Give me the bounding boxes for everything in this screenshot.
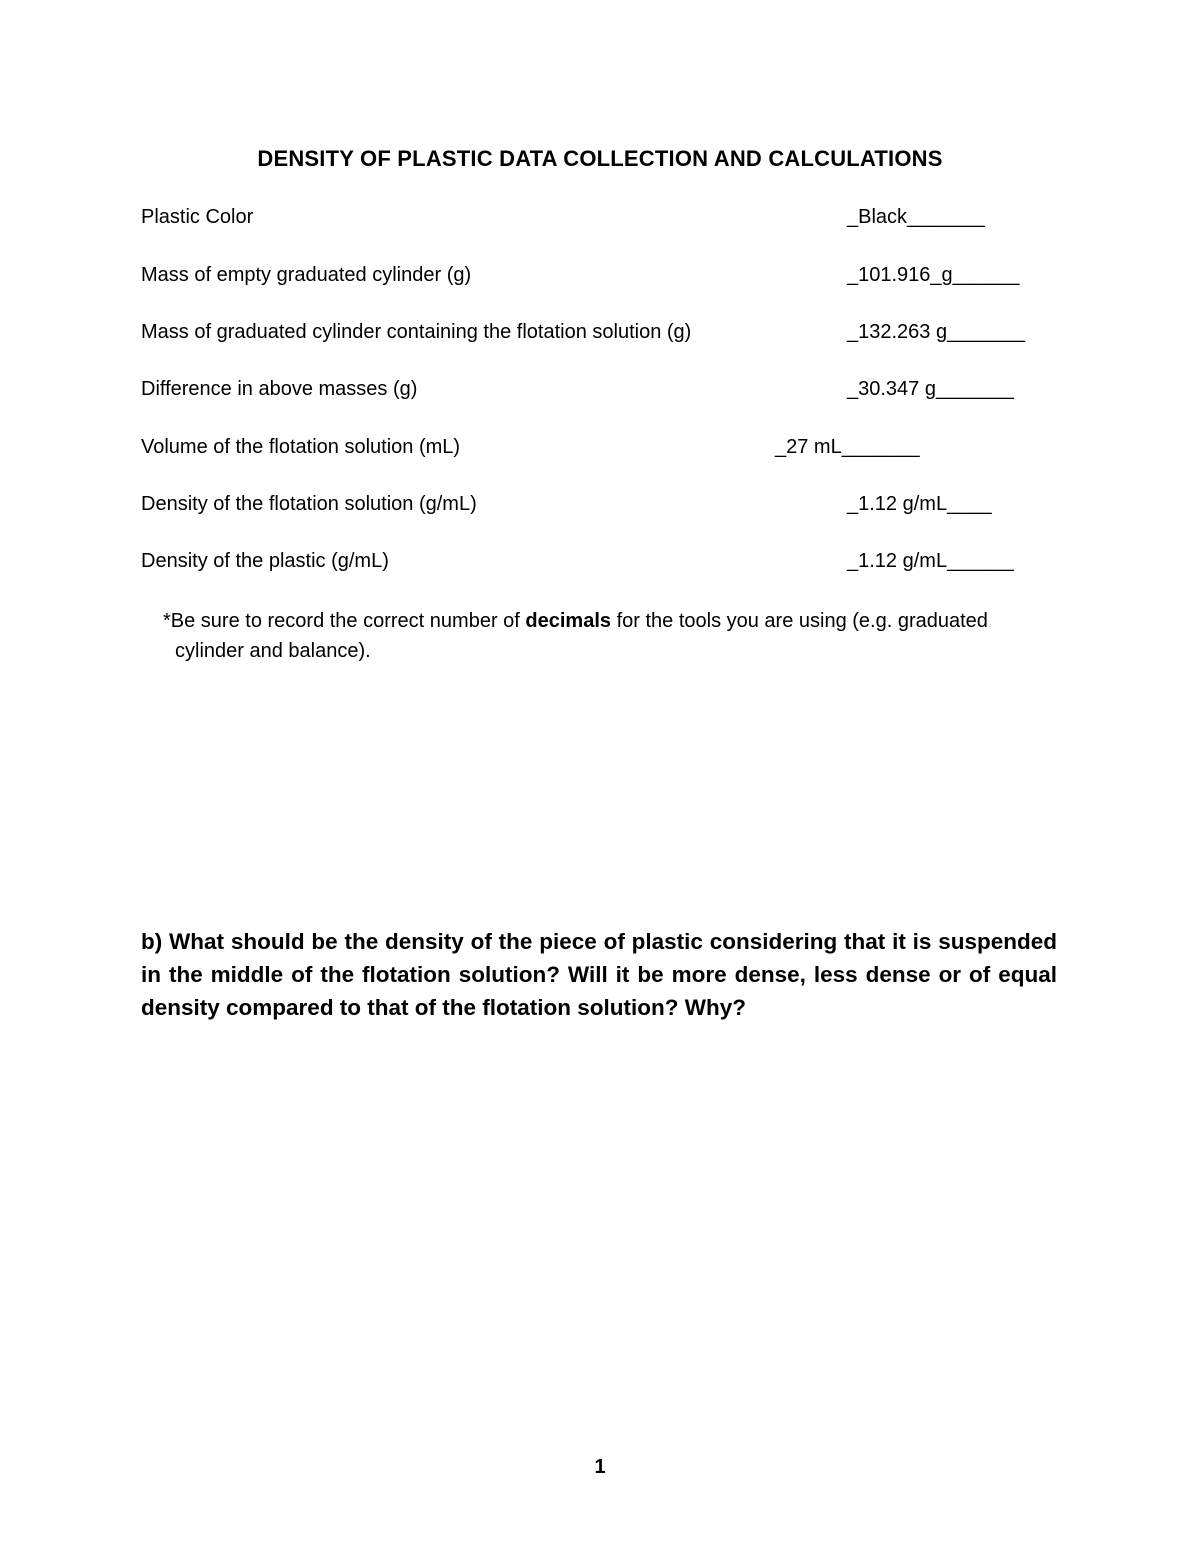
row-label: Mass of empty graduated cylinder (g) <box>141 264 472 286</box>
page-title: DENSITY OF PLASTIC DATA COLLECTION AND CALCULATIONS <box>257 146 943 171</box>
data-row-solution-volume <box>141 436 1101 466</box>
data-row-solution-density <box>141 493 1101 523</box>
row-label: Density of the flotation solution (g/mL) <box>141 493 477 515</box>
question-b: b) What should be the density of the piece of plastic considering that it is suspended in the middle of the flotation solution? Will it be more dense, less dense or of equal density compared to that of the flotation solution? Why? <box>141 929 1057 1020</box>
row-label: Mass of graduated cylinder containing the flotation solution (g) <box>141 321 692 343</box>
row-label: Volume of the flotation solution (mL) <box>141 436 461 458</box>
row-value: _27 mL_______ <box>775 436 920 458</box>
note-line-2: cylinder and balance). <box>175 640 371 662</box>
row-value: _1.12 g/mL____ <box>847 493 992 515</box>
data-row-mass-empty-cylinder <box>141 264 1101 294</box>
data-row-mass-cylinder-solution <box>141 321 1101 351</box>
row-label: Density of the plastic (g/mL) <box>141 550 389 572</box>
decimals-note <box>163 606 1063 666</box>
row-value: _1.12 g/mL______ <box>847 550 1014 572</box>
row-label: Difference in above masses (g) <box>141 378 418 400</box>
data-row-plastic-color <box>141 206 1101 236</box>
row-value: _Black_______ <box>847 206 985 228</box>
data-row-mass-difference <box>141 378 1101 408</box>
note-emphasis: decimals <box>525 610 612 632</box>
row-value: _132.263 g_______ <box>847 321 1025 343</box>
row-value: _30.347 g_______ <box>847 378 1014 400</box>
note-suffix: for the tools you are using (e.g. graduated <box>611 610 988 632</box>
row-value: _101.916_g______ <box>847 264 1020 286</box>
page-number: 1 <box>594 1456 606 1478</box>
row-label: Plastic Color <box>141 206 254 228</box>
data-row-plastic-density <box>141 550 1101 580</box>
note-prefix: *Be sure to record the correct number of <box>163 610 526 632</box>
